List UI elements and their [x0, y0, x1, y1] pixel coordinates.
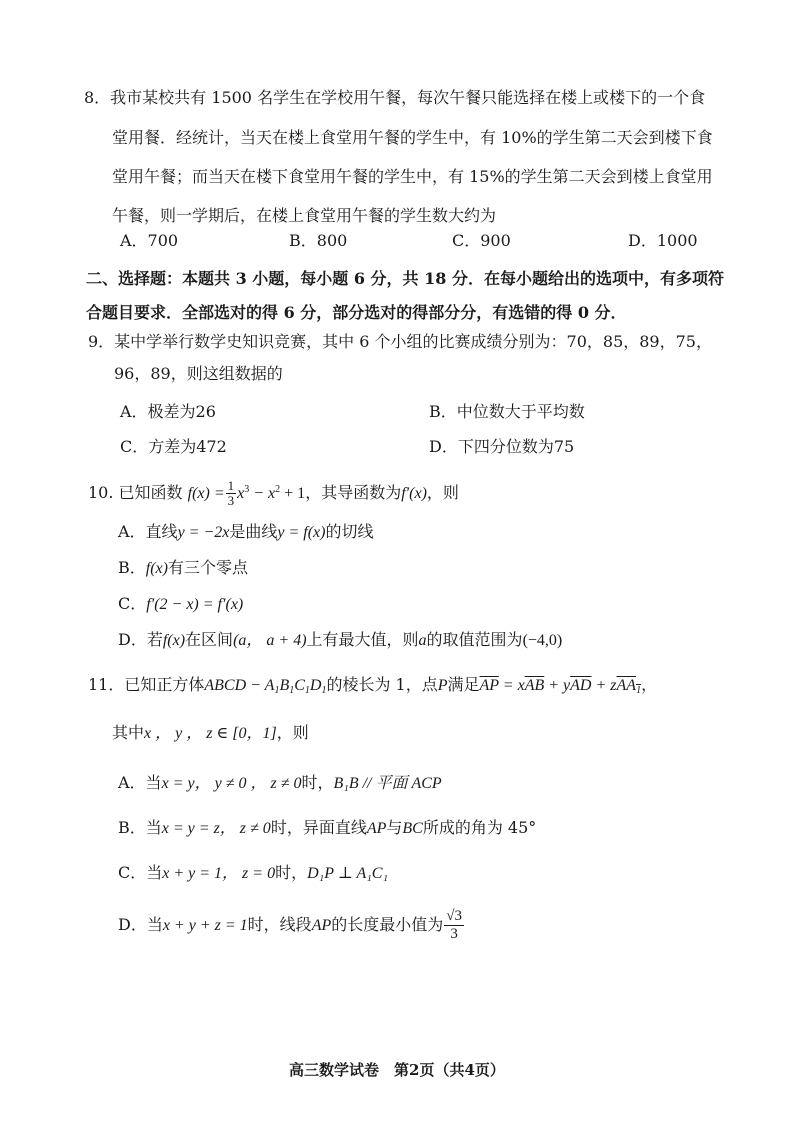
q10-option-a: [118, 521, 374, 544]
q8-line1: 8．我市某校共有 1500 名学生在学校用午餐，每次午餐只能选择在楼上或楼下的一个食: [84, 88, 706, 107]
q10-frac-num: 1: [227, 478, 235, 493]
q11-mid2: 满足: [447, 675, 480, 694]
q10-end: ，则: [426, 483, 459, 502]
q10-plus1: + 1: [280, 485, 306, 502]
q10-option-c: [118, 593, 243, 616]
q10-frac-den: 3: [227, 493, 235, 508]
q11-opt-d-mid: 时，线段: [247, 915, 312, 934]
q8-option-b: B．800: [289, 231, 348, 250]
q8-option-d: D．1000: [628, 231, 698, 250]
q11-opt-a-pre: A．当: [118, 773, 162, 792]
q11-cube: ABCD − $A_1B_1C_1D_1$: [204, 677, 327, 696]
q11-opt-c-cond: x + y = 1， z = 0: [162, 865, 276, 882]
q10-number: 10. 已知函数: [88, 483, 183, 502]
section2-line1: 二、选择题：本题共 3 小题，每小题 6 分，共 18 分．在每小题给出的选项中，有多项符: [86, 269, 724, 288]
q11-option-d: [118, 908, 465, 943]
q11-option-c: [118, 862, 388, 885]
q11-opt-a-rel: B₁B // 平面 ACP: [333, 775, 442, 792]
q9-option-a: A．极差为26: [120, 402, 216, 421]
q10-opt-b-pre: B．: [118, 558, 146, 577]
q11-opt-d-pre: D．当: [118, 915, 163, 934]
q10-opt-d-mid2: 上有最大值，则: [306, 630, 419, 649]
section2-line2: 合题目要求．全部选对的得 6 分，部分选对的得部分分，有选错的得 0 分．: [86, 303, 627, 322]
q10-option-d: [118, 629, 562, 652]
q10-opt-c-expr: f′(2 − x) = f′(x): [146, 596, 244, 613]
q9-line1: 9．某中学举行数学史知识竞赛，其中 6 个小组的比赛成绩分别为：70，85，89，75，: [88, 332, 712, 351]
q11-opt-c-rel: D₁P ⊥ A₁C₁: [307, 865, 389, 882]
q8-option-a: A．700: [120, 231, 179, 250]
q10-opt-a-pre: A．直线: [118, 522, 178, 541]
q11-opt-d-fraction: [444, 908, 464, 943]
q11-opt-d-den: 3: [450, 926, 458, 942]
q11-opt-d-cond: x + y + z = 1: [162, 917, 248, 934]
q10-func-lhs: f(x) =: [187, 485, 225, 502]
q11-opt-a-mid: 时，: [301, 773, 334, 792]
q10-exp3: 3: [244, 484, 250, 495]
q8-line3: 堂用午餐；而当天在楼下食堂用午餐的学生中，有 15%的学生第二天会到楼上食堂用: [112, 167, 713, 186]
q11-line2-vars: x ， y ， z ∈ [0，1]: [144, 725, 277, 742]
q11-option-b: [118, 817, 536, 840]
q11-opt-b-pre: B．当: [118, 818, 162, 837]
q11-opt-b-end: 所成的角为 45°: [422, 818, 537, 837]
q10-exp2: 2: [275, 484, 281, 495]
q10-opt-d-mid: 在区间: [185, 630, 234, 649]
q11-line2-end: ，则: [276, 723, 309, 742]
q10-opt-a-end: 的切线: [325, 522, 374, 541]
q11-mid1: 的棱长为 1，点: [326, 675, 438, 694]
q9-option-d: D．下四分位数为75: [429, 437, 575, 456]
q10-opt-d-a: a: [418, 632, 427, 649]
q11-opt-d-mid2: 的长度最小值为: [331, 915, 444, 934]
q10-opt-b-f: f(x): [145, 560, 168, 577]
q10-minus-x: − x: [249, 485, 276, 502]
q11-vector-eq: $\overline{AP} = x\overline{AB} + y\overline{AD} + zAA_1$: [479, 677, 642, 696]
q10-opt-d-interval: (a， a + 4): [233, 632, 307, 649]
q8-line4: 午餐，则一学期后，在楼上食堂用午餐的学生数大约为: [112, 206, 497, 225]
q11-line2-pre: 其中: [112, 723, 145, 742]
q11-opt-a-cond: x = y， y ≠ 0 ， z ≠ 0: [161, 775, 302, 792]
q9-line2: 96，89，则这组数据的: [114, 364, 283, 383]
q11-line2: [112, 722, 309, 745]
q10-opt-d-pre: D．若: [118, 630, 163, 649]
q11-opt-c-pre: C．当: [118, 863, 163, 882]
q10-opt-c-pre: C．: [118, 594, 147, 613]
q8-line2: 堂用餐．经统计，当天在楼上食堂用午餐的学生中，有 10%的学生第二天会到楼下食: [112, 128, 713, 147]
q11-opt-b-mid2: 与: [386, 818, 403, 837]
q10-fraction: [226, 479, 237, 508]
q10-opt-d-range: (−4,0): [522, 632, 563, 649]
q10-opt-d-mid3: 的取值范围为: [426, 630, 523, 649]
q11-point-p: P: [437, 677, 448, 694]
q10-opt-a-mid: 是曲线: [229, 522, 278, 541]
q11-opt-b-ap: AP: [366, 820, 387, 837]
q10-mid: ，其导函数为: [305, 483, 402, 502]
q11-opt-c-mid: 时，: [275, 863, 308, 882]
q9-option-c: C．方差为472: [120, 437, 227, 456]
q11-opt-d-ap: AP: [311, 917, 332, 934]
q11-option-a: [118, 772, 442, 795]
q8-option-c: C．900: [452, 231, 511, 250]
q11-opt-b-mid: 时，异面直线: [270, 818, 367, 837]
q10-opt-a-curve: y = f(x): [277, 524, 326, 541]
q11-number: 11．已知正方体: [88, 675, 205, 694]
q11-opt-b-bc: BC: [402, 820, 423, 837]
q11-opt-d-num: √3: [446, 908, 462, 924]
q10-option-b: [118, 557, 248, 580]
q11-stem: 11．已知正方体ABCD − $A_1B_1C_1D_1$的棱长为 1，点P满足$\overline{AP} = x\overline{AB} + y\overline{AD} + zAA_1$，: [88, 675, 658, 696]
q10-stem: [88, 478, 459, 509]
q11-cube-base: ABCD − A: [204, 677, 275, 694]
q10-opt-b-end: 有三个零点: [167, 558, 248, 577]
page-footer: 高三数学试卷 第2页（共4页）: [289, 1061, 505, 1079]
q10-derivative: f′(x): [401, 485, 427, 502]
q10-opt-d-f: f(x): [162, 632, 186, 649]
q9-option-b: B．中位数大于平均数: [429, 402, 585, 421]
q11-opt-b-cond: x = y = z， z ≠ 0: [161, 820, 271, 837]
q10-func-x: x: [237, 485, 245, 502]
q10-opt-a-line: y = −2x: [177, 524, 230, 541]
